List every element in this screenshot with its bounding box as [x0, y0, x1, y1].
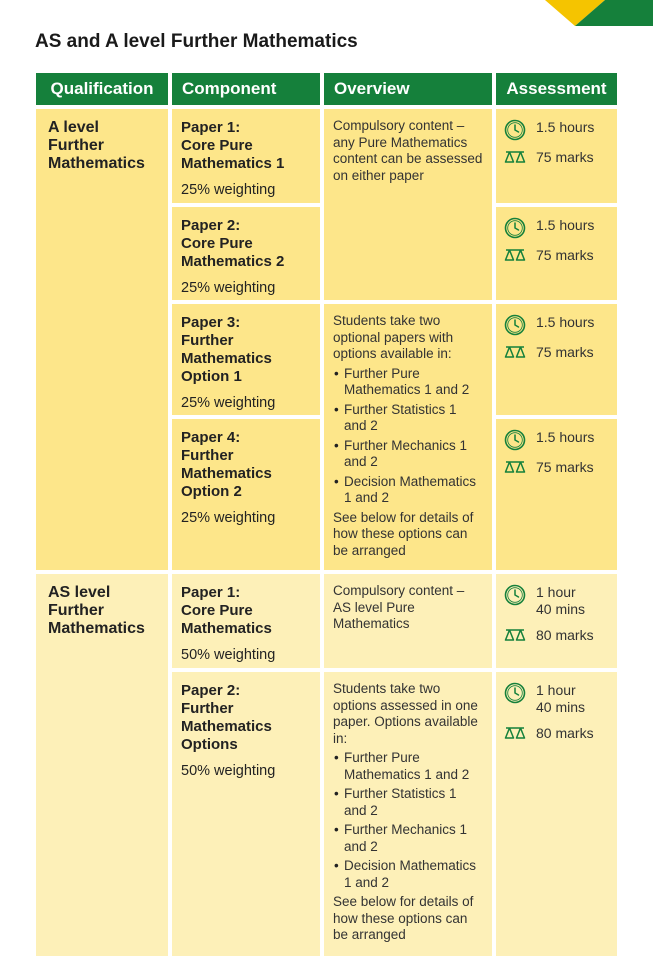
assessment-time: 1 hour 40 mins: [536, 682, 586, 715]
assessment-as-paper-2: [496, 672, 617, 956]
marks-row: [504, 627, 617, 644]
assessment-a-paper-2: [496, 207, 617, 300]
component-name: Paper 2: Further Mathematics Options: [181, 682, 272, 753]
component-weighting: 50% weighting: [181, 763, 276, 779]
qualification-as-level: AS level Further Mathematics: [36, 574, 168, 956]
duration-row: [504, 217, 617, 239]
page-title: AS and A level Further Mathematics: [35, 31, 358, 52]
clock-icon: [504, 119, 526, 141]
duration-row: [504, 314, 617, 336]
option-item: • Further Pure Mathematics 1 and 2: [333, 366, 486, 399]
corner-decoration: [545, 0, 653, 26]
component-weighting: 25% weighting: [181, 182, 276, 198]
assessment-a-paper-4: [496, 419, 617, 570]
duration-row: [504, 119, 617, 141]
clock-icon: [504, 682, 526, 704]
assessment-a-paper-3: [496, 304, 617, 415]
component-weighting: 25% weighting: [181, 510, 276, 526]
component-weighting: 25% weighting: [181, 395, 276, 411]
overview-as-options: [324, 672, 492, 956]
clock-icon: [504, 217, 526, 239]
header-assessment: Assessment: [496, 73, 617, 105]
scales-icon: [504, 459, 526, 475]
assessment-marks: 75 marks: [536, 459, 594, 475]
component-name: Paper 1: Core Pure Mathematics: [181, 584, 272, 637]
assessment-marks: 75 marks: [536, 149, 594, 165]
assessment-a-paper-1: [496, 109, 617, 203]
scales-icon: [504, 344, 526, 360]
option-item: • Further Mechanics 1 and 2: [333, 438, 486, 471]
overview-as-compulsory: [324, 574, 492, 668]
assessment-marks: 80 marks: [536, 725, 594, 741]
component-a-paper-2: [172, 207, 320, 300]
overview-text: Students take two options assessed in one paper. Options available in:: [333, 681, 478, 746]
options-list: [333, 366, 486, 507]
overview-footer: See below for details of how these options can be arranged: [333, 894, 474, 942]
marks-row: [504, 247, 617, 264]
option-item: • Decision Mathematics 1 and 2: [333, 858, 486, 891]
overview-text: Compulsory content – AS level Pure Mathematics: [333, 583, 465, 631]
marks-row: [504, 149, 617, 166]
duration-row: [504, 682, 617, 716]
option-item: • Further Statistics 1 and 2: [333, 402, 486, 435]
component-name: Paper 3: Further Mathematics Option 1: [181, 314, 272, 385]
assessment-time: 1.5 hours: [536, 119, 595, 135]
component-weighting: 50% weighting: [181, 647, 276, 663]
component-as-paper-2: [172, 672, 320, 956]
assessment-time: 1.5 hours: [536, 314, 595, 330]
header-overview: Overview: [324, 73, 492, 105]
overview-text: Students take two optional papers with options available in:: [333, 313, 454, 361]
assessment-time: 1.5 hours: [536, 217, 595, 233]
clock-icon: [504, 584, 526, 606]
clock-icon: [504, 429, 526, 451]
scales-icon: [504, 627, 526, 643]
option-item: • Further Pure Mathematics 1 and 2: [333, 750, 486, 783]
assessment-marks: 80 marks: [536, 627, 594, 643]
overview-a-compulsory: [324, 109, 492, 300]
component-weighting: 25% weighting: [181, 280, 276, 296]
component-name: Paper 4: Further Mathematics Option 2: [181, 429, 272, 500]
option-item: • Further Statistics 1 and 2: [333, 786, 486, 819]
overview-a-options: [324, 304, 492, 570]
scales-icon: [504, 725, 526, 741]
assessment-time: 1 hour 40 mins: [536, 584, 586, 617]
component-as-paper-1: [172, 574, 320, 668]
component-a-paper-3: [172, 304, 320, 415]
options-list: [333, 750, 486, 891]
marks-row: [504, 344, 617, 361]
header-component: Component: [172, 73, 320, 105]
assessment-time: 1.5 hours: [536, 429, 595, 445]
option-item: • Decision Mathematics 1 and 2: [333, 474, 486, 507]
marks-row: [504, 725, 617, 742]
overview-text: Compulsory content – any Pure Mathematics content can be assessed on either paper: [333, 118, 483, 183]
scales-icon: [504, 247, 526, 263]
assessment-as-paper-1: [496, 574, 617, 668]
overview-footer: See below for details of how these options can be arranged: [333, 509, 474, 558]
component-a-paper-1: [172, 109, 320, 203]
component-name: Paper 2: Core Pure Mathematics 2: [181, 217, 285, 270]
clock-icon: [504, 314, 526, 336]
qualification-a-level: A level Further Mathematics: [36, 109, 168, 570]
assessment-marks: 75 marks: [536, 247, 594, 263]
component-a-paper-4: [172, 419, 320, 570]
header-qualification: Qualification: [36, 73, 168, 105]
option-item: • Further Mechanics 1 and 2: [333, 822, 486, 855]
duration-row: [504, 429, 617, 451]
marks-row: [504, 459, 617, 476]
scales-icon: [504, 149, 526, 165]
component-name: Paper 1: Core Pure Mathematics 1: [181, 119, 285, 172]
assessment-marks: 75 marks: [536, 344, 594, 360]
duration-row: [504, 584, 617, 618]
